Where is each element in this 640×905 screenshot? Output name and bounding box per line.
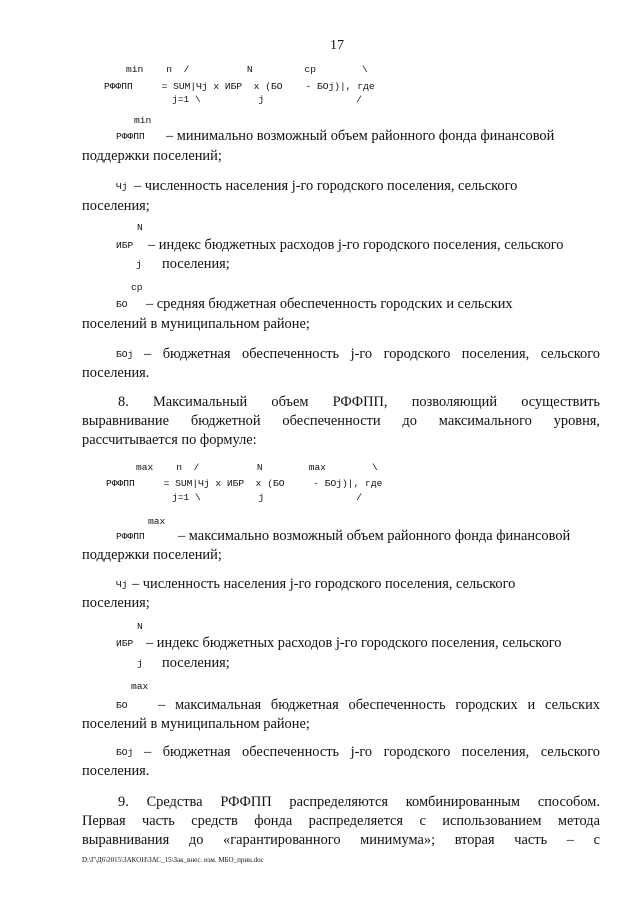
def-text: – минимально возможный объем районного фонда финансовой bbox=[166, 128, 555, 144]
para8-line2: выравнивание бюджетной обеспеченности до максимального уровня, bbox=[82, 413, 600, 429]
def-symbol: БО bbox=[116, 299, 128, 310]
def-text: – средняя бюджетная обеспеченность городских и сельских bbox=[146, 296, 513, 312]
def-symbol: БОj bbox=[116, 747, 134, 758]
def-sup: max bbox=[131, 681, 149, 692]
def-symbol: БОj bbox=[116, 349, 134, 360]
formula-min-line1: min n / N cp \ bbox=[126, 64, 368, 75]
def-symbol: Чj bbox=[116, 181, 128, 192]
def-sub: j bbox=[137, 658, 143, 669]
def-text-cont: поселения; bbox=[162, 256, 230, 272]
def-text-cont: поселения. bbox=[82, 365, 150, 381]
def-text: – максимально возможный объем районного фонда финансовой bbox=[178, 528, 571, 544]
footer-file-path: D:\Г\Д6\2015\ЗАКОН\ЗАС_15\Зак_внес. изм. МБО_прин.doc bbox=[82, 856, 264, 864]
para9-line2: Первая часть средств фонда распределяется с использованием метода bbox=[82, 813, 600, 829]
formula-max-line3: j=1 \ j / bbox=[172, 492, 362, 503]
def-sup: cp bbox=[131, 282, 143, 293]
para8-line3: рассчитывается по формуле: bbox=[82, 432, 257, 448]
para9-line1: 9. Средства РФФПП распределяются комбинированным способом. bbox=[118, 794, 600, 810]
def-sup: max bbox=[148, 516, 166, 527]
def-text-cont: поселений в муниципальном районе; bbox=[82, 316, 310, 332]
def-text-cont: поселения; bbox=[82, 198, 150, 214]
para8-line1: 8. Максимальный объем РФФПП, позволяющий осуществить bbox=[118, 394, 600, 410]
def-text: – индекс бюджетных расходов j-го городского поселения, сельского bbox=[148, 237, 564, 253]
def-text: – индекс бюджетных расходов j-го городского поселения, сельского bbox=[146, 635, 562, 651]
formula-max-line1: max n / N max \ bbox=[136, 462, 378, 473]
def-symbol: БО bbox=[116, 700, 128, 711]
formula-min-line2: РФФПП = SUM|Чj x ИБР x (БО - БОj)|, где bbox=[104, 81, 375, 92]
def-sup: N bbox=[137, 222, 143, 233]
def-symbol: РФФПП bbox=[116, 531, 145, 542]
def-text-cont: поселений в муниципальном районе; bbox=[82, 716, 310, 732]
def-text: – максимальная бюджетная обеспеченность городских и сельских bbox=[158, 697, 600, 713]
def-sub: j bbox=[136, 259, 142, 270]
def-sup: min bbox=[134, 115, 152, 126]
def-text-cont: поселения; bbox=[82, 595, 150, 611]
def-symbol: РФФПП bbox=[116, 131, 145, 142]
def-text-cont: поселения; bbox=[162, 655, 230, 671]
formula-min-line3: j=1 \ j / bbox=[172, 94, 362, 105]
para9-line3: выравнивания до «гарантированного минимума»; вторая часть – с bbox=[82, 832, 600, 848]
def-symbol: ИБР bbox=[116, 638, 134, 649]
def-symbol: ИБР bbox=[116, 240, 134, 251]
def-text-cont: поддержки поселений; bbox=[82, 148, 222, 164]
def-text: – численность населения j-го городского поселения, сельского bbox=[134, 178, 518, 194]
def-text: – бюджетная обеспеченность j-го городского поселения, сельского bbox=[144, 346, 600, 362]
def-text-cont: поселения. bbox=[82, 763, 150, 779]
def-text: – бюджетная обеспеченность j-го городского поселения, сельского bbox=[144, 744, 600, 760]
def-text: – численность населения j-го городского поселения, сельского bbox=[132, 576, 516, 592]
formula-max-line2: РФФПП = SUM|Чj x ИБР x (БО - БОj)|, где bbox=[106, 478, 383, 489]
def-text-cont: поддержки поселений; bbox=[82, 547, 222, 563]
page-number: 17 bbox=[330, 38, 344, 53]
def-symbol: Чj bbox=[116, 579, 128, 590]
def-sup: N bbox=[137, 621, 143, 632]
